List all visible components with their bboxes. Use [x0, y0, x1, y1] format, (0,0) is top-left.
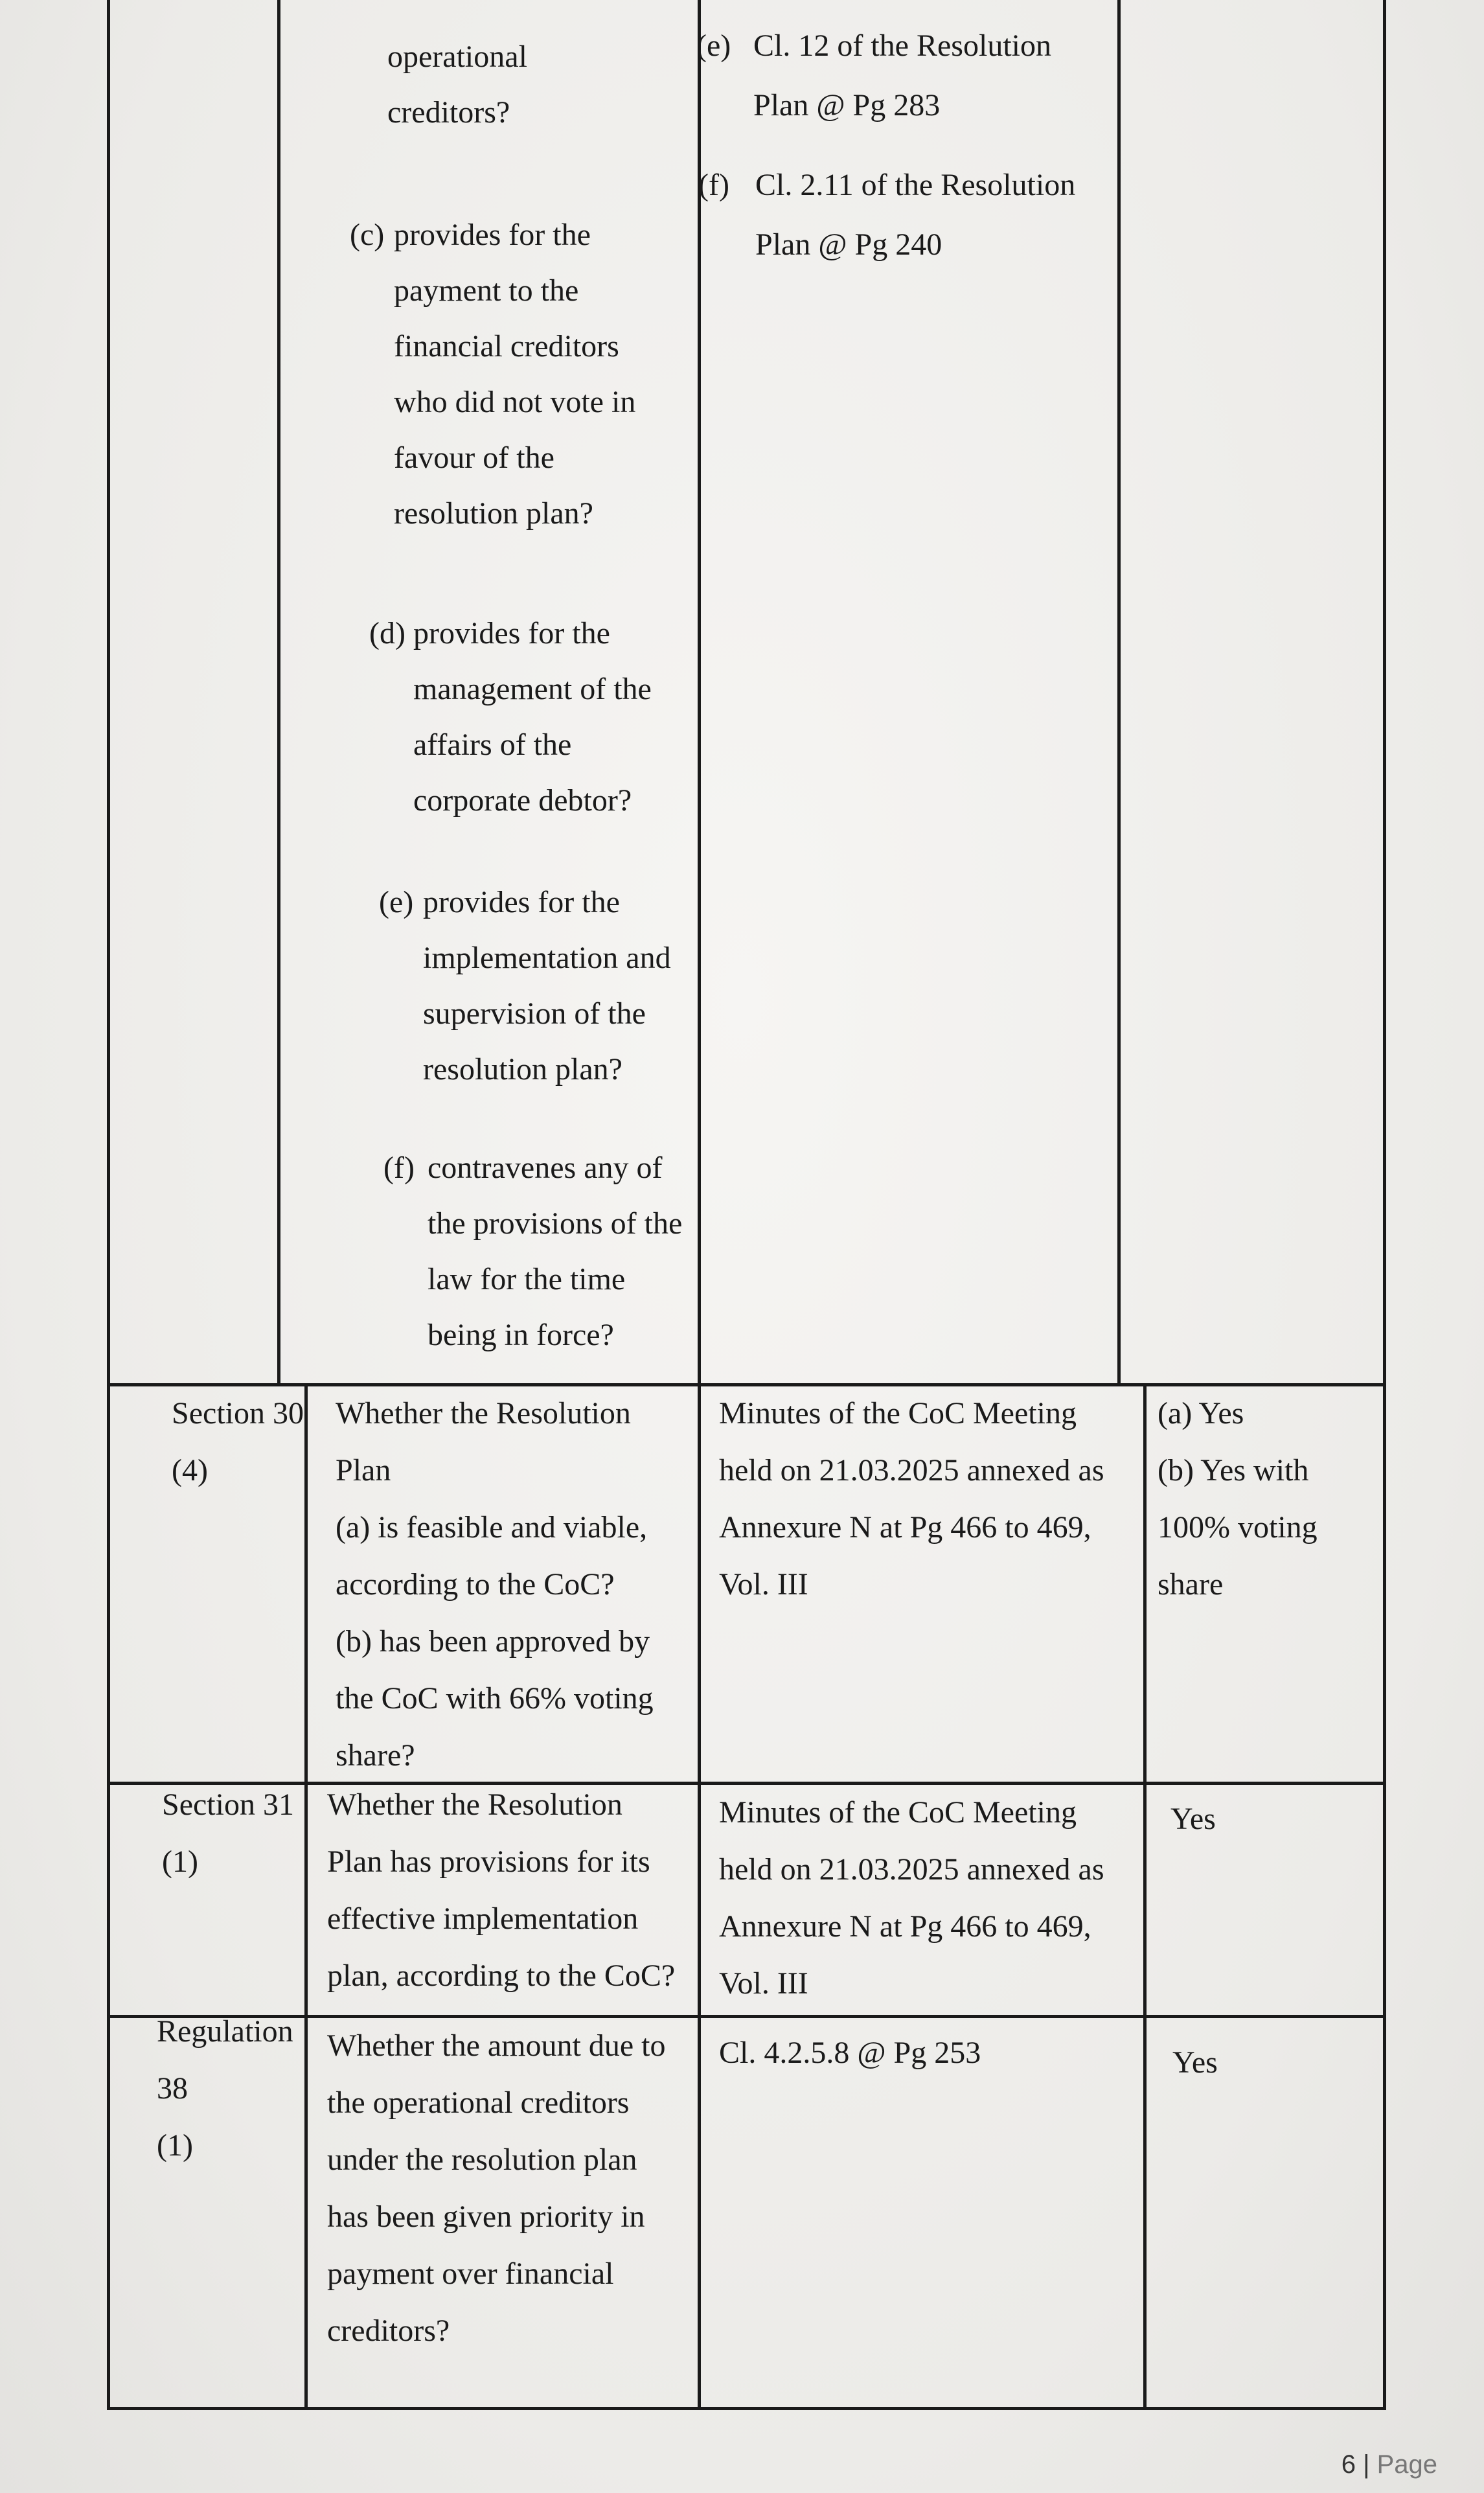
- question-cell: Whether the Resolution Plan (a) is feasible and viable, according to the CoC? (b) has been approved by the CoC with 66% voting share?: [336, 1396, 654, 1773]
- compliance-cell: Yes: [1170, 1802, 1216, 1836]
- col-divider-3-lower: [1143, 1386, 1147, 2407]
- question-cell: Whether the amount due to the operational creditors under the resolution plan has been given priority in payment over financial creditors?: [327, 2028, 666, 2348]
- provision-cell: Section 30 (4): [172, 1396, 304, 1488]
- reference-cell: Minutes of the CoC Meeting held on 21.03.2025 annexed as Annexure N at Pg 466 to 469, Vol. III: [719, 1396, 1104, 1602]
- row-divider-3: [110, 2015, 1386, 2018]
- provision-cell: Section 31 (1): [162, 1787, 294, 1879]
- col-divider-1-upper: [277, 0, 280, 1386]
- reference-cell: Minutes of the CoC Meeting held on 21.03.2025 annexed as Annexure N at Pg 466 to 469, Vol. III: [719, 1795, 1104, 2001]
- compliance-table: operational creditors? (c) provides for the payment to the financial creditors who did not vote in favour of the resolution plan? (d) provides for the management of the affairs of the corporate debtor? (e) provides for the implementation and supervision of the resolution plan? (f) contravenes any of the provisions of the law for the time being in force? (e) Cl. 12 of the Resolution Plan @ Pg 283 (f) Cl. 2.11 of the Resolution Plan @ Pg 240 Section 30 (4) Whether the Resolution Plan (a) is feasible and viable, according to the CoC? (b) has been approved by the CoC with 66% voting share? Minutes of the CoC Meeting held on 21.03.2025 annexed as Annexure N at Pg 466 to 469, Vol. III (a) Yes (b) Yes with 100% voting share Section 31 (1) Whether the Resolution Plan has provisions for its effective implementation plan, according to the CoC? Minutes of the CoC Meeting held on 21.03.2025 annexed as Annexure N at Pg 466 to 469, Vol. III Yes Regulation 38 (1) Whether the amount due to the operational creditors under the resolution plan has been given priority in payment over financial creditors? Cl. 4.2.5.8 @ Pg 253 Yes: [107, 0, 1386, 2410]
- col-divider-1-lower: [304, 1386, 308, 2407]
- compliance-cell: Yes: [1172, 2045, 1218, 2080]
- page-number: 6: [1341, 2450, 1356, 2479]
- page-separator: |: [1363, 2450, 1370, 2479]
- question-cell: Whether the Resolution Plan has provisions for its effective implementation plan, according to the CoC?: [327, 1787, 676, 1993]
- page-footer: [1341, 2450, 1437, 2479]
- compliance-cell: (a) Yes (b) Yes with 100% voting share: [1158, 1396, 1318, 1602]
- page-word: Page: [1376, 2450, 1437, 2479]
- col-divider-3-upper: [1117, 0, 1121, 1386]
- reference-cell: Cl. 4.2.5.8 @ Pg 253: [719, 2036, 981, 2070]
- provision-cell: Regulation 38 (1): [157, 2014, 293, 2163]
